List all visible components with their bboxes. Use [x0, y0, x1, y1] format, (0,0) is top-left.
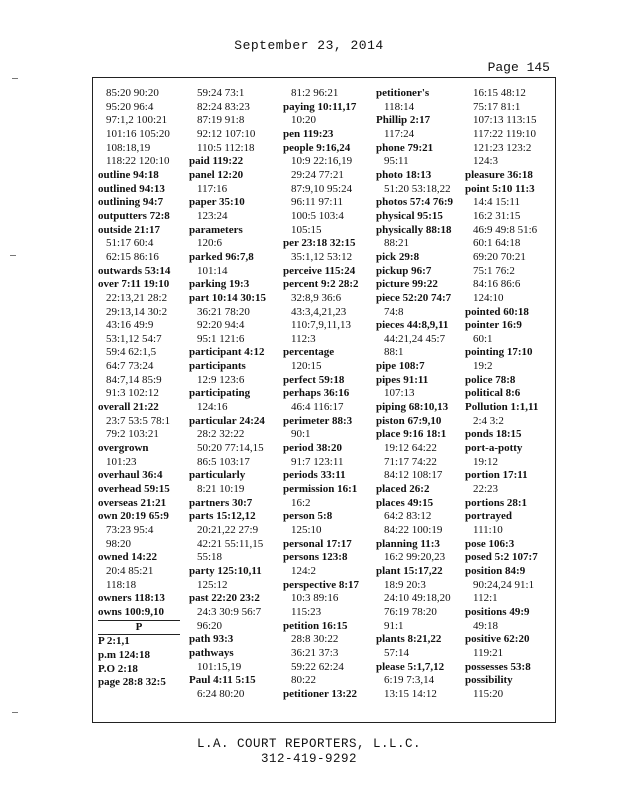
index-term: participant 4:12 [189, 346, 265, 359]
index-term: part 10:14 30:15 [189, 291, 266, 304]
index-reference: 118:14 [384, 100, 415, 113]
index-term: plant 15:17,22 [376, 564, 443, 577]
index-reference: 22:13,21 28:2 [106, 291, 168, 304]
index-reference: 84:16 86:6 [473, 278, 521, 291]
index-term: photo 18:13 [376, 168, 432, 181]
index-reference: 92:12 107:10 [197, 127, 256, 140]
index-reference: 87:9,10 95:24 [291, 182, 353, 195]
index-reference: 110:5 112:18 [197, 141, 255, 154]
index-reference: 115:20 [473, 687, 504, 700]
header-date: September 23, 2014 [234, 38, 384, 53]
index-reference: 101:23 [106, 455, 137, 468]
index-term: paid 119:22 [189, 155, 244, 168]
index-term: outputters 72:8 [98, 209, 170, 222]
index-reference: 29:24 77:21 [291, 168, 344, 181]
index-reference: 28:8 30:22 [291, 633, 339, 646]
index-term: plants 8:21,22 [376, 633, 442, 646]
index-reference: 117:16 [197, 182, 228, 195]
index-reference: 46:9 49:8 51:6 [473, 223, 538, 236]
footer-phone: 312-419-9292 [260, 752, 357, 766]
index-reference: 19:12 64:22 [384, 442, 437, 455]
index-term: percentage [283, 346, 335, 359]
index-term: P 2:1,1 [98, 635, 130, 648]
index-term: personal 17:17 [283, 537, 352, 550]
index-reference: 59:22 62:24 [291, 660, 344, 673]
index-reference: 86:5 103:17 [197, 455, 250, 468]
index-term: please 5:1,7,12 [376, 660, 445, 673]
index-term: outside 21:17 [98, 223, 161, 236]
index-term: own 20:19 65:9 [98, 510, 169, 523]
index-reference: 91:7 123:11 [291, 455, 344, 468]
index-term: persons 123:8 [283, 551, 348, 564]
index-reference: 64:2 83:12 [384, 510, 432, 523]
footer-company: L.A. COURT REPORTERS, L.L.C. [196, 737, 422, 751]
index-term: person 5:8 [283, 510, 333, 523]
index-term: portrayed [465, 510, 513, 523]
index-term: posed 5:2 107:7 [465, 551, 538, 564]
index-term: per 23:18 32:15 [283, 237, 356, 250]
index-reference: 118:18 [106, 578, 137, 591]
index-reference: 19:12 [473, 455, 499, 468]
index-reference: 80:22 [291, 674, 317, 687]
index-reference: 84:7,14 85:9 [106, 373, 162, 386]
index-term: photos 57:4 76:9 [376, 196, 454, 209]
index-reference: 95:1 121:6 [197, 332, 245, 345]
index-term: positions 49:9 [465, 605, 530, 618]
index-reference: 69:20 70:21 [473, 250, 526, 263]
index-term: ponds 18:15 [465, 428, 522, 441]
index-column-4 [376, 87, 456, 702]
index-reference: 64:7 73:24 [106, 360, 154, 373]
index-term: pipe 108:7 [376, 360, 425, 373]
index-term: perimeter 88:3 [283, 414, 353, 427]
index-reference: 95:20 96:4 [106, 100, 154, 113]
index-reference: 101:15,19 [197, 660, 242, 673]
index-reference: 55:18 [197, 551, 223, 564]
index-reference: 10:3 89:16 [291, 592, 339, 605]
index-reference: 124:16 [197, 401, 228, 414]
index-term: places 49:15 [376, 496, 434, 509]
index-term: overall 21:22 [98, 401, 159, 414]
index-reference: 50:20 77:14,15 [197, 442, 264, 455]
index-term: point 5:10 11:3 [465, 182, 535, 195]
index-reference: 87:19 91:8 [197, 114, 245, 127]
index-term: perfect 59:18 [283, 373, 345, 386]
index-reference: 84:12 108:17 [384, 469, 443, 482]
margin-mark [10, 255, 16, 256]
index-term: parts 15:12,12 [189, 510, 256, 523]
index-term: piping 68:10,13 [376, 401, 449, 414]
index-reference: 44:21,24 45:7 [384, 332, 446, 345]
index-term: petition 16:15 [283, 619, 348, 632]
index-term: path 93:3 [189, 633, 234, 646]
index-reference: 29:13,14 30:2 [106, 305, 168, 318]
index-term: picture 99:22 [376, 278, 438, 291]
index-term: people 9:16,24 [283, 141, 351, 154]
index-reference: 28:2 32:22 [197, 428, 245, 441]
index-term: paper 35:10 [189, 196, 245, 209]
index-term: physically 88:18 [376, 223, 452, 236]
index-reference: 112:1 [473, 592, 498, 605]
index-reference: 96:20 [197, 619, 223, 632]
index-term: Phillip 2:17 [376, 114, 431, 127]
index-term: owners 118:13 [98, 592, 165, 605]
index-reference: 124:10 [473, 291, 504, 304]
index-term: outlined 94:13 [98, 182, 165, 195]
index-term: past 22:20 23:2 [189, 592, 260, 605]
index-reference: 120:6 [197, 237, 223, 250]
index-reference: 36:21 78:20 [197, 305, 250, 318]
index-reference: 62:15 86:16 [106, 250, 159, 263]
index-reference: 90:1 [291, 428, 311, 441]
index-term: party 125:10,11 [189, 564, 262, 577]
index-reference: 74:8 [384, 305, 404, 318]
index-reference: 75:17 81:1 [473, 100, 521, 113]
index-term: petitioner's [376, 87, 430, 99]
index-term: phone 79:21 [376, 141, 434, 154]
index-reference: 10:9 22:16,19 [291, 155, 353, 168]
index-term: overgrown [98, 442, 149, 455]
index-reference: 123:24 [197, 209, 228, 222]
index-term: parameters [189, 223, 243, 236]
index-term: petitioner 13:22 [283, 687, 358, 700]
index-term: partners 30:7 [189, 496, 253, 509]
index-term: periods 33:11 [283, 469, 346, 482]
index-term: portions 28:1 [465, 496, 528, 509]
index-reference: 100:5 103:4 [291, 209, 344, 222]
index-reference: 82:24 83:23 [197, 100, 250, 113]
index-term: position 84:9 [465, 564, 526, 577]
index-term: P.O 2:18 [98, 662, 138, 675]
index-reference: 19:2 [473, 360, 493, 373]
index-reference: 32:8,9 36:6 [291, 291, 342, 304]
index-term: possesses 53:8 [465, 660, 531, 673]
index-reference: 84:22 100:19 [384, 524, 443, 536]
index-reference: 24:3 30:9 56:7 [197, 605, 262, 618]
index-term: piston 67:9,10 [376, 414, 442, 427]
index-reference: 12:9 123:6 [197, 373, 245, 386]
index-reference: 73:23 95:4 [106, 524, 154, 536]
index-reference: 59:4 62:1,5 [106, 346, 157, 359]
index-reference: 35:1,12 53:12 [291, 250, 353, 263]
index-reference: 95:11 [384, 155, 409, 168]
index-reference: 91:3 102:12 [106, 387, 159, 400]
index-reference: 53:1,12 54:7 [106, 332, 162, 345]
margin-mark [12, 712, 18, 713]
index-term: pipes 91:11 [376, 373, 429, 386]
index-term: permission 16:1 [283, 483, 358, 496]
index-term: owns 100:9,10 [98, 606, 180, 621]
index-reference: 97:1,2 100:21 [106, 114, 168, 127]
index-term: pick 29:8 [376, 250, 420, 263]
index-term: pathways [189, 646, 234, 659]
index-reference: 121:23 123:2 [473, 141, 532, 154]
index-term: positive 62:20 [465, 633, 530, 646]
index-term: police 78:8 [465, 373, 516, 386]
index-reference: 92:20 94:4 [197, 319, 245, 332]
index-term: outlining 94:7 [98, 196, 164, 209]
index-reference: 120:15 [291, 360, 322, 373]
index-term: outwards 53:14 [98, 264, 171, 277]
index-reference: 79:2 103:21 [106, 428, 159, 441]
index-term: piece 52:20 74:7 [376, 291, 452, 304]
index-term: Pollution 1:1,11 [465, 401, 539, 414]
index-term: percent 9:2 28:2 [283, 278, 359, 291]
index-reference: 8:21 10:19 [197, 483, 245, 496]
index-reference: 98:20 [106, 537, 132, 550]
index-reference: 46:4 116:17 [291, 401, 344, 414]
index-reference: 110:7,9,11,13 [291, 319, 351, 332]
index-reference: 107:13 113:15 [473, 114, 537, 127]
index-reference: 60:1 64:18 [473, 237, 521, 250]
index-column-1 [98, 87, 184, 690]
index-reference: 91:1 [384, 619, 404, 632]
index-term: overseas 21:21 [98, 496, 167, 509]
index-reference: 124:3 [473, 155, 499, 168]
index-term: parking 19:3 [189, 278, 250, 291]
index-term: participants [189, 360, 246, 373]
index-reference: 76:19 78:20 [384, 605, 437, 618]
index-reference: 2:4 3:2 [473, 414, 504, 427]
index-term: physical 95:15 [376, 209, 443, 222]
index-term: p.m 124:18 [98, 648, 150, 661]
index-reference: 125:10 [291, 524, 322, 536]
index-reference: 59:24 73:1 [197, 87, 245, 99]
index-term: pickup 96:7 [376, 264, 432, 277]
index-reference: 119:21 [473, 646, 504, 659]
index-term: perhaps 36:16 [283, 387, 350, 400]
index-term: participating [189, 387, 251, 400]
index-reference: 20:4 85:21 [106, 564, 154, 577]
index-reference: 124:2 [291, 564, 317, 577]
index-term: particularly [189, 469, 246, 482]
index-reference: 14:4 15:11 [473, 196, 520, 209]
index-reference: 101:14 [197, 264, 228, 277]
index-reference: 43:3,4,21,23 [291, 305, 347, 318]
index-reference: 43:16 49:9 [106, 319, 154, 332]
index-reference: 90:24,24 91:1 [473, 578, 535, 591]
index-reference: 23:7 53:5 78:1 [106, 414, 171, 427]
index-reference: 125:12 [197, 578, 228, 591]
index-reference: 57:14 [384, 646, 410, 659]
index-column-2 [189, 87, 279, 702]
index-reference: 112:3 [291, 332, 316, 345]
index-reference: 108:18,19 [106, 141, 151, 154]
index-term: particular 24:24 [189, 414, 265, 427]
index-reference: 22:23 [473, 483, 499, 496]
index-reference: 16:2 [291, 496, 311, 509]
index-reference: 24:10 49:18,20 [384, 592, 451, 605]
index-term: possibility [465, 674, 513, 687]
index-reference: 18:9 20:3 [384, 578, 426, 591]
index-reference: 13:15 14:12 [384, 687, 437, 700]
index-term: portion 17:11 [465, 469, 528, 482]
index-letter-heading: P [98, 621, 180, 636]
index-term: pleasure 36:18 [465, 168, 533, 181]
index-reference: 16:2 99:20,23 [384, 551, 446, 564]
index-reference: 36:21 37:3 [291, 646, 339, 659]
index-reference: 105:15 [291, 223, 322, 236]
index-reference: 88:21 [384, 237, 410, 250]
index-reference: 71:17 74:22 [384, 455, 437, 468]
index-reference: 81:2 96:21 [291, 87, 339, 99]
index-reference: 88:1 [384, 346, 404, 359]
index-term: Paul 4:11 5:15 [189, 674, 256, 687]
index-term: outline 94:18 [98, 168, 159, 181]
index-term: overhaul 36:4 [98, 469, 163, 482]
index-reference: 96:11 97:11 [291, 196, 344, 209]
index-reference: 20:21,22 27:9 [197, 524, 259, 536]
index-reference: 16:15 48:12 [473, 87, 526, 99]
index-reference: 115:23 [291, 605, 322, 618]
index-term: port-a-potty [465, 442, 523, 455]
index-reference: 49:18 [473, 619, 499, 632]
index-term: political 8:6 [465, 387, 521, 400]
index-reference: 42:21 55:11,15 [197, 537, 264, 550]
index-reference: 6:24 80:20 [197, 687, 245, 700]
index-reference: 85:20 90:20 [106, 87, 159, 99]
index-term: pointed 60:18 [465, 305, 529, 318]
index-term: pieces 44:8,9,11 [376, 319, 449, 332]
index-reference: 10:20 [291, 114, 317, 127]
index-reference: 60:1 [473, 332, 493, 345]
index-reference: 51:20 53:18,22 [384, 182, 451, 195]
index-reference: 16:2 31:15 [473, 209, 521, 222]
index-term: owned 14:22 [98, 551, 157, 564]
index-reference: 75:1 76:2 [473, 264, 515, 277]
index-term: period 38:20 [283, 442, 342, 455]
index-term: planning 11:3 [376, 537, 440, 550]
index-term: pointer 16:9 [465, 319, 522, 332]
index-term: parked 96:7,8 [189, 250, 254, 263]
index-term: pen 119:23 [283, 127, 334, 140]
index-term: over 7:11 19:10 [98, 278, 170, 291]
index-term: pointing 17:10 [465, 346, 533, 359]
index-reference: 117:24 [384, 127, 415, 140]
index-reference: 107:13 [384, 387, 415, 400]
index-reference: 6:19 7:3,14 [384, 674, 435, 687]
index-term: perceive 115:24 [283, 264, 356, 277]
margin-mark [12, 78, 18, 79]
index-term: perspective 8:17 [283, 578, 360, 591]
index-term: place 9:16 18:1 [376, 428, 447, 441]
index-reference: 111:10 [473, 524, 503, 536]
index-term: panel 12:20 [189, 168, 244, 181]
index-term: page 28:8 32:5 [98, 676, 166, 689]
index-term: paying 10:11,17 [283, 100, 357, 113]
index-column-5 [465, 87, 551, 702]
page-number: Page 145 [487, 60, 550, 75]
index-term: pose 106:3 [465, 537, 515, 550]
index-column-3 [283, 87, 371, 702]
index-term: overhead 59:15 [98, 483, 170, 496]
index-reference: 118:22 120:10 [106, 155, 170, 168]
index-reference: 51:17 60:4 [106, 237, 154, 250]
index-reference: 101:16 105:20 [106, 127, 170, 140]
index-term: placed 26:2 [376, 483, 430, 496]
index-reference: 117:22 119:10 [473, 127, 537, 140]
